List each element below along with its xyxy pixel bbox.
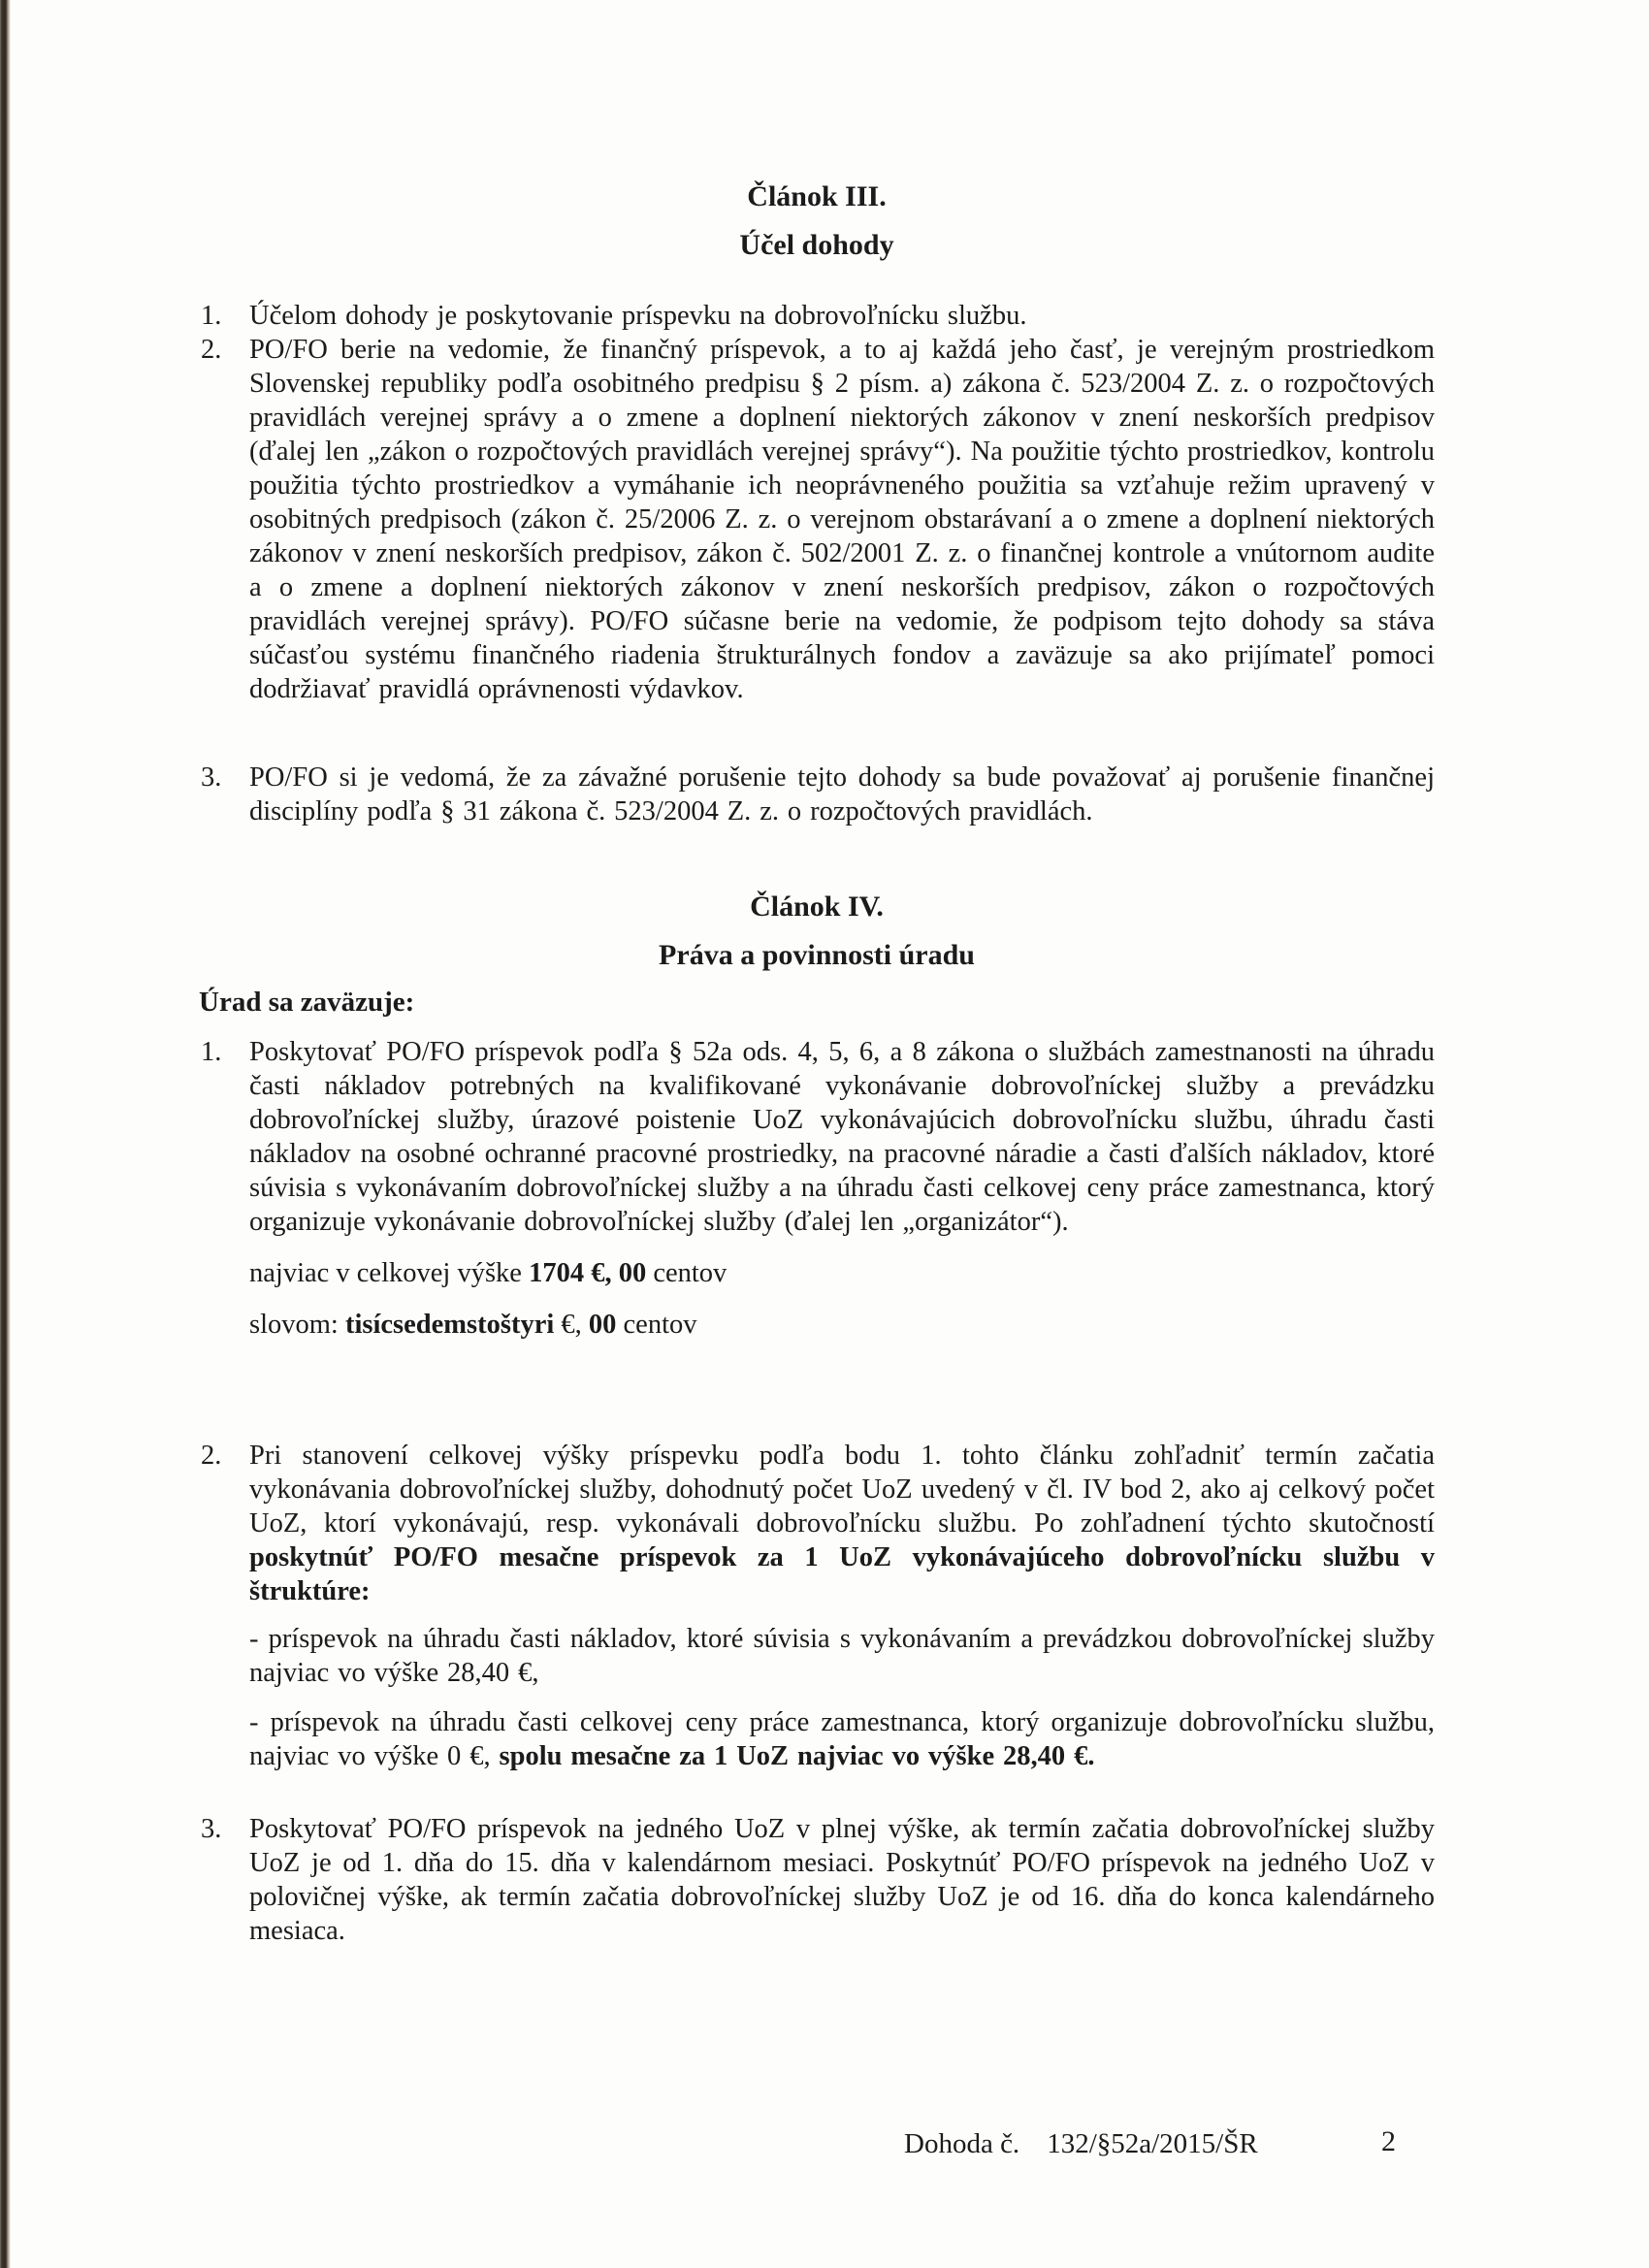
article-4-subtitle: Práva a povinnosti úradu <box>659 939 975 971</box>
amount-prefix: najviac v celkovej výške <box>249 1258 530 1288</box>
article-3-item-1 <box>199 299 1435 333</box>
amount-suffix: centov <box>646 1258 728 1288</box>
article-4-title: Článok IV. <box>750 891 884 923</box>
document-content <box>199 0 1435 1948</box>
item-text: Poskytovať PO/FO príspevok podľa § 52a ods. 4, 5, 6, a 8 zákona o službách zamestnanosti na úhradu časti nákladov potrebných na kvalifikované vykonávanie dobrovoľníckej služby a prevádzku dobrovoľníckej služby, úrazové poistenie UoZ vykonávajúcich dobrovoľnícku službu, úhradu časti nákladov na osobné ochranné pracovné prostriedky, na pracovné náradie a časti ďalších nákladov, ktoré súvisia s vykonávaním dobrovoľníckej služby a na úhradu časti celkovej ceny práce zamestnanca, ktorý organizuje vykonávanie dobrovoľníckej služby (ďalej len „organizátor“). <box>249 1037 1435 1237</box>
dash-2-text-bold: spolu mesačne za 1 UoZ najviac vo výške 28,40 €. <box>499 1741 1095 1771</box>
article-4-item-3 <box>199 1812 1435 1948</box>
scan-edge-artifact <box>0 0 11 2268</box>
words-mid: €, <box>554 1310 589 1340</box>
item-text: PO/FO si je vedomá, že za závažné porušenie tejto dohody sa bude považovať aj porušenie finančnej disciplíny podľa § 31 zákona č. 523/2004 Z. z. o rozpočtových pravidlách. <box>249 762 1435 826</box>
words-value: tisícsedemstoštyri <box>344 1310 555 1340</box>
words-cents: 00 <box>588 1310 617 1340</box>
amount-words-line <box>249 1308 1435 1342</box>
article-4-item-2-dash-1: - príspevok na úhradu časti nákladov, ktoré súvisia s vykonávaním a prevádzkou dobrovoľníckej služby najviac vo výške 28,40 €, <box>249 1624 1435 1688</box>
item-text-bold: poskytnúť PO/FO mesačne príspevok za 1 UoZ vykonávajúceho dobrovoľnícku službu v štruktúre: <box>249 1542 1435 1606</box>
footer-label: Dohoda č. <box>904 2128 1020 2159</box>
words-prefix: slovom: <box>249 1310 345 1340</box>
item-number: 2. <box>201 335 222 365</box>
item-number: 3. <box>201 1814 222 1844</box>
article-3-item-2 <box>199 333 1435 706</box>
item-text: Poskytovať PO/FO príspevok na jedného UoZ v plnej výške, ak termín začatia dobrovoľníckej služby UoZ je od 1. dňa do 15. dňa v kalendárnom mesiaci. Poskytnúť PO/FO príspevok na jedného UoZ v polovičnej výške, ak termín začatia dobrovoľníckej služby UoZ je od 16. dňa do konca kalendárneho mesiaca. <box>249 1814 1435 1946</box>
article-4-item-2-dash-2 <box>249 1705 1435 1773</box>
item-number: 2. <box>201 1441 222 1471</box>
article-4-item-2 <box>199 1439 1435 1608</box>
item-text: PO/FO berie na vedomie, že finančný príspevok, a to aj každá jeho časť, je verejným prostriedkom Slovenskej republiky podľa osobitného predpisu § 2 písm. a) zákona č. 523/2004 Z. z. o rozpočtových pravidlách verejnej správy a o zmene a doplnení niektorých zákonov v znení neskorších predpisov (ďalej len „zákon o rozpočtových pravidlách verejnej správy“). Na použitie týchto prostriedkov, kontrolu použitia týchto prostriedkov a vymáhanie ich neoprávneného použitia sa vzťahuje režim upravený v osobitných predpisoch (zákon č. 25/2006 Z. z. o verejnom obstarávaní a o zmene a doplnení niektorých zákonov v znení neskorších predpisov, zákon č. 502/2001 Z. z. o finančnej kontrole a vnútornom audite a o zmene a doplnení niektorých zákonov v znení neskorších predpisov, zákon o rozpočtových pravidlách verejnej správy). PO/FO súčasne berie na vedomie, že podpisom tejto dohody sa stáva súčasťou systému finančného riadenia štrukturálnych fondov a zaväzuje sa ako prijímateľ pomoci dodržiavať pravidlá oprávnenosti výdavkov. <box>249 335 1435 704</box>
article-3-item-3 <box>199 761 1435 828</box>
article-4-intro: Úrad sa zaväzuje: <box>199 987 415 1018</box>
item-number: 1. <box>201 1037 222 1067</box>
article-3-subtitle: Účel dohody <box>739 229 894 261</box>
amount-value: 1704 <box>529 1258 585 1288</box>
amount-currency: €, 00 <box>584 1258 647 1288</box>
item-number: 3. <box>201 762 222 793</box>
item-text: Účelom dohody je poskytovanie príspevku na dobrovoľnícku službu. <box>249 301 1027 331</box>
dash-2-text: - príspevok na úhradu časti celkovej ceny práce zamestnanca, ktorý organizuje dobrovoľnícku službu, najviac vo výške 0 €, <box>249 1707 1435 1771</box>
item-number: 1. <box>201 301 222 331</box>
article-4-item-1 <box>199 1035 1435 1239</box>
footer-agreement-reference <box>904 2128 1258 2160</box>
words-suffix: centov <box>616 1310 697 1340</box>
amount-line <box>249 1256 1435 1290</box>
footer-agreement-number: 132/§52a/2015/ŠR <box>1047 2128 1258 2159</box>
item-text: Pri stanovení celkovej výšky príspevku podľa bodu 1. tohto článku zohľadniť termín začatia vykonávania dobrovoľníckej služby, dohodnutý počet UoZ uvedený v čl. IV bod 2, ako aj celkový počet UoZ, ktorí vykonávajú, resp. vykonávali dobrovoľnícku službu. Po zohľadnení týchto skutočností <box>249 1441 1435 1539</box>
page-number: 2 <box>1381 2125 1396 2157</box>
article-3-title: Článok III. <box>747 180 887 212</box>
